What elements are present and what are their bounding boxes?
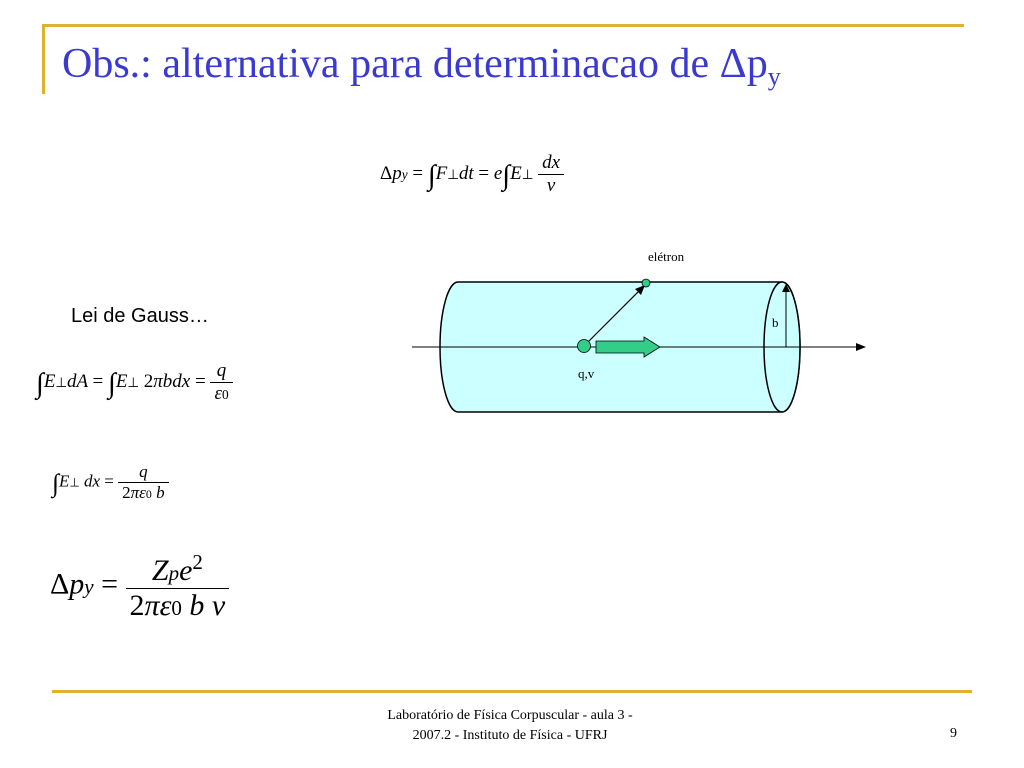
slide-title-subscript: y bbox=[767, 62, 781, 91]
equation-momentum-result: Δpy = $\frac{Zpe^2}{\text{2πε0 b v}}$ bbox=[50, 550, 229, 623]
equation-gauss-law: ∫E⊥dA = ∫E⊥ 2πbdx = $\frac{q}{\varepsilon 0}$ bbox=[36, 360, 233, 405]
slide-title-text: Obs.: alternativa para determinacao de Δp bbox=[62, 41, 768, 87]
footer-text bbox=[330, 706, 690, 746]
page-number: 9 bbox=[950, 726, 957, 741]
equation-momentum-integral: Δpy = ∫F⊥dt = e∫E⊥ $\frac{dx}{v}$ bbox=[380, 152, 564, 197]
footer-line-2: 2007.2 - Instituto de Física - UFRJ bbox=[412, 728, 608, 743]
electron-dot bbox=[642, 279, 650, 287]
footer-line-1: Laboratório de Física Corpuscular - aula 3 - bbox=[387, 708, 633, 723]
footer-divider bbox=[52, 690, 972, 693]
charge-velocity-label: q,v bbox=[578, 366, 595, 381]
axis-arrowhead bbox=[856, 343, 866, 351]
electron-label: elétron bbox=[648, 249, 685, 264]
gauss-law-label: Lei de Gauss… bbox=[71, 305, 209, 327]
distance-label: b bbox=[772, 315, 779, 330]
equation-field-integral: ∫E⊥ dx = $\frac{q}{2\pi\varepsilon 0 b}$ bbox=[52, 462, 169, 503]
charge-particle bbox=[578, 340, 591, 353]
